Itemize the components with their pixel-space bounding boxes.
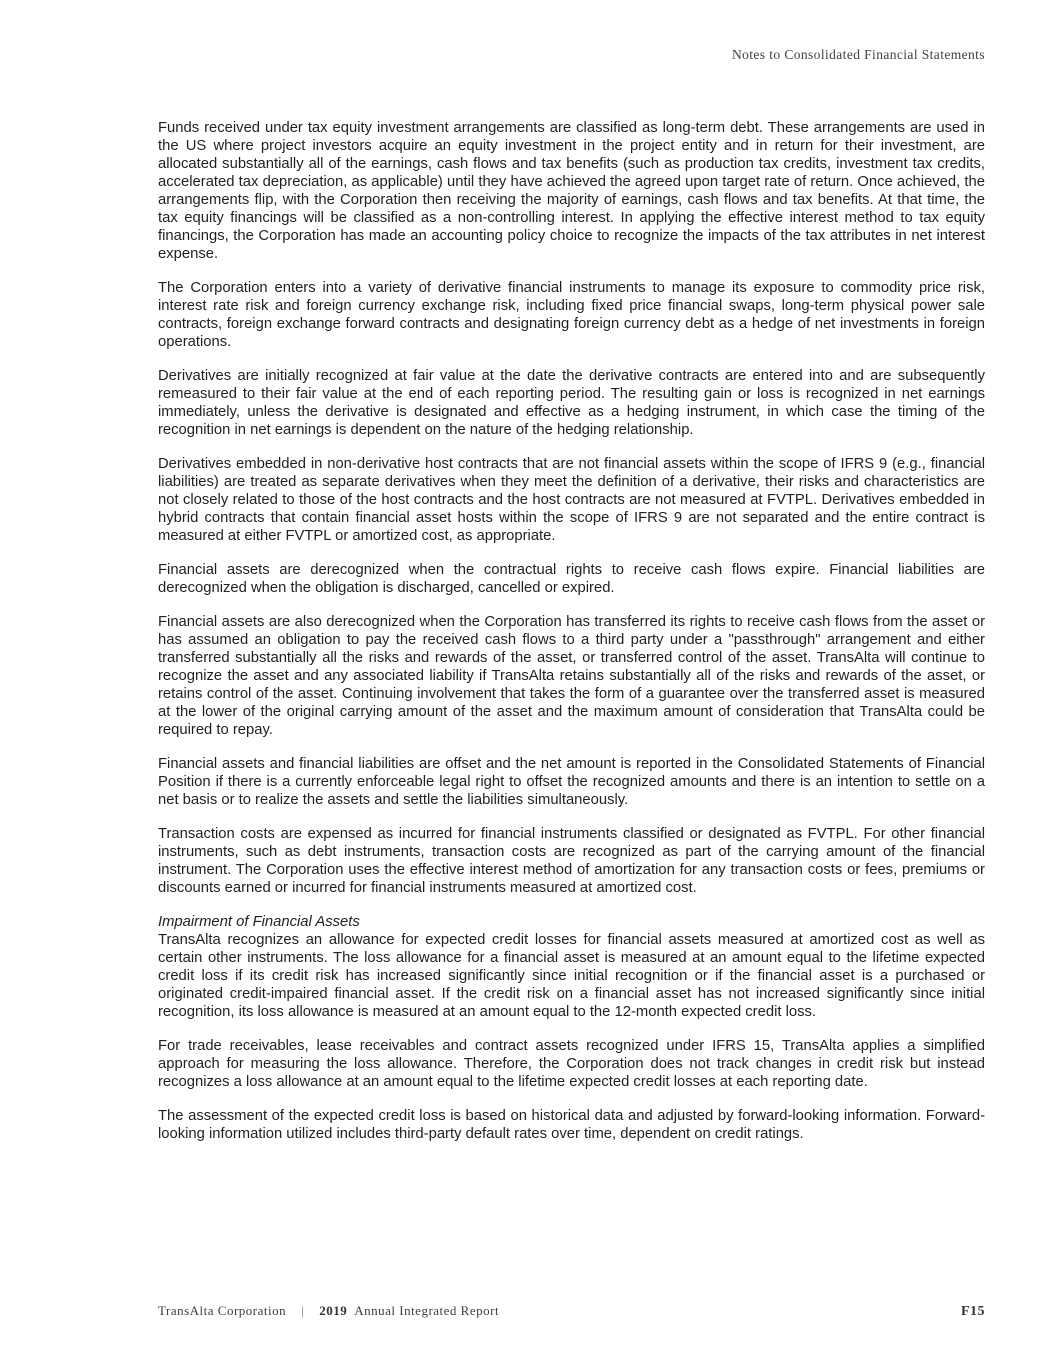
body-paragraph: Derivatives are initially recognized at fair value at the date the derivative contracts are entered into and are subsequently remeasured to their fair value at the end of each reporting period. The resulting gain or loss is recognized in net earnings immediately, unless the derivative is designated and effective as a hedging instrument, in which case the timing of the recognition in net earnings is dependent on the nature of the hedging relationship.: [158, 368, 985, 438]
body-paragraph: TransAlta recognizes an allowance for expected credit losses for financial assets measured at amortized cost as well as certain other instruments. The loss allowance for a financial asset is measured at an amount equal to the lifetime expected credit loss if its credit risk has increased significantly since initial recognition or if the financial asset is a purchased or originated credit-impaired financial asset. If the credit risk on a financial asset has not increased significantly since initial recognition, its loss allowance is measured at an amount equal to the 12-month expected credit loss.: [158, 932, 985, 1020]
footer-right: [961, 1303, 985, 1320]
body-paragraph: Financial assets and financial liabilities are offset and the net amount is reported in the Consolidated Statements of Financial Position if there is a currently enforceable legal right to offset the recognized amounts and there is an intention to settle on a net basis or to realize the assets and settle the liabilities simultaneously.: [158, 756, 985, 808]
page-header: [158, 47, 985, 63]
body-paragraph: Transaction costs are expensed as incurred for financial instruments classified or designated as FVTPL. For other financial instruments, such as debt instruments, transaction costs are recognized as part of the carrying amount of the financial instrument. The Corporation uses the effective interest method of amortization for any transaction costs or fees, premiums or discounts earned or incurred for financial instruments measured at amortized cost.: [158, 826, 985, 896]
body-paragraph: Financial assets are derecognized when the contractual rights to receive cash flows expire. Financial liabilities are derecognized when the obligation is discharged, cancelled or expired.: [158, 562, 985, 596]
page-number: F15: [960, 1304, 985, 1319]
footer-left: [158, 1303, 499, 1319]
body-paragraph: For trade receivables, lease receivables and contract assets recognized under IFRS 15, TransAlta applies a simplified approach for measuring the loss allowance. Therefore, the Corporation does not track changes in credit risk but instead recognizes a loss allowance at an amount equal to the lifetime expected credit losses at each reporting date.: [158, 1038, 985, 1090]
footer-divider: |: [301, 1303, 305, 1318]
page-footer: [158, 1303, 985, 1320]
body-paragraph: The assessment of the expected credit loss is based on historical data and adjusted by forward-looking information. Forward-looking information utilized includes third-party default rates over time, dependent on credit ratings.: [158, 1108, 985, 1142]
body-paragraph: The Corporation enters into a variety of derivative financial instruments to manage its exposure to commodity price risk, interest rate risk and foreign currency exchange risk, including fixed price financial swaps, long-term physical power sale contracts, foreign exchange forward contracts and designating foreign currency debt as a hedge of net investments in foreign operations.: [158, 280, 985, 350]
footer-report-year: 2019: [319, 1303, 348, 1318]
footer-report-title: Annual Integrated Report: [354, 1303, 500, 1318]
body-paragraph: Derivatives embedded in non-derivative host contracts that are not financial assets within the scope of IFRS 9 (e.g., financial liabilities) are treated as separate derivatives when they meet the definition of a derivative, their risks and characteristics are not closely related to those of the host contracts and the host contracts are not measured at FVTPL. Derivatives embedded in hybrid contracts that contain financial asset hosts within the scope of IFRS 9 are not separated and the entire contract is measured at either FVTPL or amortized cost, as appropriate.: [158, 456, 985, 544]
body-paragraph: Funds received under tax equity investment arrangements are classified as long-term debt. These arrangements are used in the US where project investors acquire an equity investment in the project entity and in return for their investment, are allocated substantially all of the earnings, cash flows and tax benefits (such as production tax credits, investment tax credits, accelerated tax depreciation, as applicable) until they have achieved the agreed upon target rate of return. Once achieved, the arrangements flip, with the Corporation then receiving the majority of earnings, cash flows and tax benefits. At that time, the tax equity financings will be classified as a non-controlling interest. In applying the effective interest method to tax equity financings, the Corporation has made an accounting policy choice to recognize the impacts of the tax attributes in net interest expense.: [158, 120, 985, 262]
body-paragraph: Financial assets are also derecognized when the Corporation has transferred its rights to receive cash flows from the asset or has assumed an obligation to pay the received cash flows to a third party under a "passthrough" arrangement and either transferred substantially all the risks and rewards of the asset, or transferred control of the asset. TransAlta will continue to recognize the asset and any associated liability if TransAlta retains substantially all of the risks and rewards of the asset, or retains control of the asset. Continuing involvement that takes the form of a guarantee over the transferred asset is measured at the lower of the original carrying amount of the asset and the maximum amount of consideration that TransAlta could be required to repay.: [158, 614, 985, 738]
page-content: [158, 119, 985, 1159]
page-header-title: Notes to Consolidated Financial Statements: [731, 47, 985, 62]
footer-company-name: TransAlta Corporation: [158, 1303, 287, 1318]
section-heading-impairment-of-financial-assets: Impairment of Financial Assets: [158, 914, 360, 930]
